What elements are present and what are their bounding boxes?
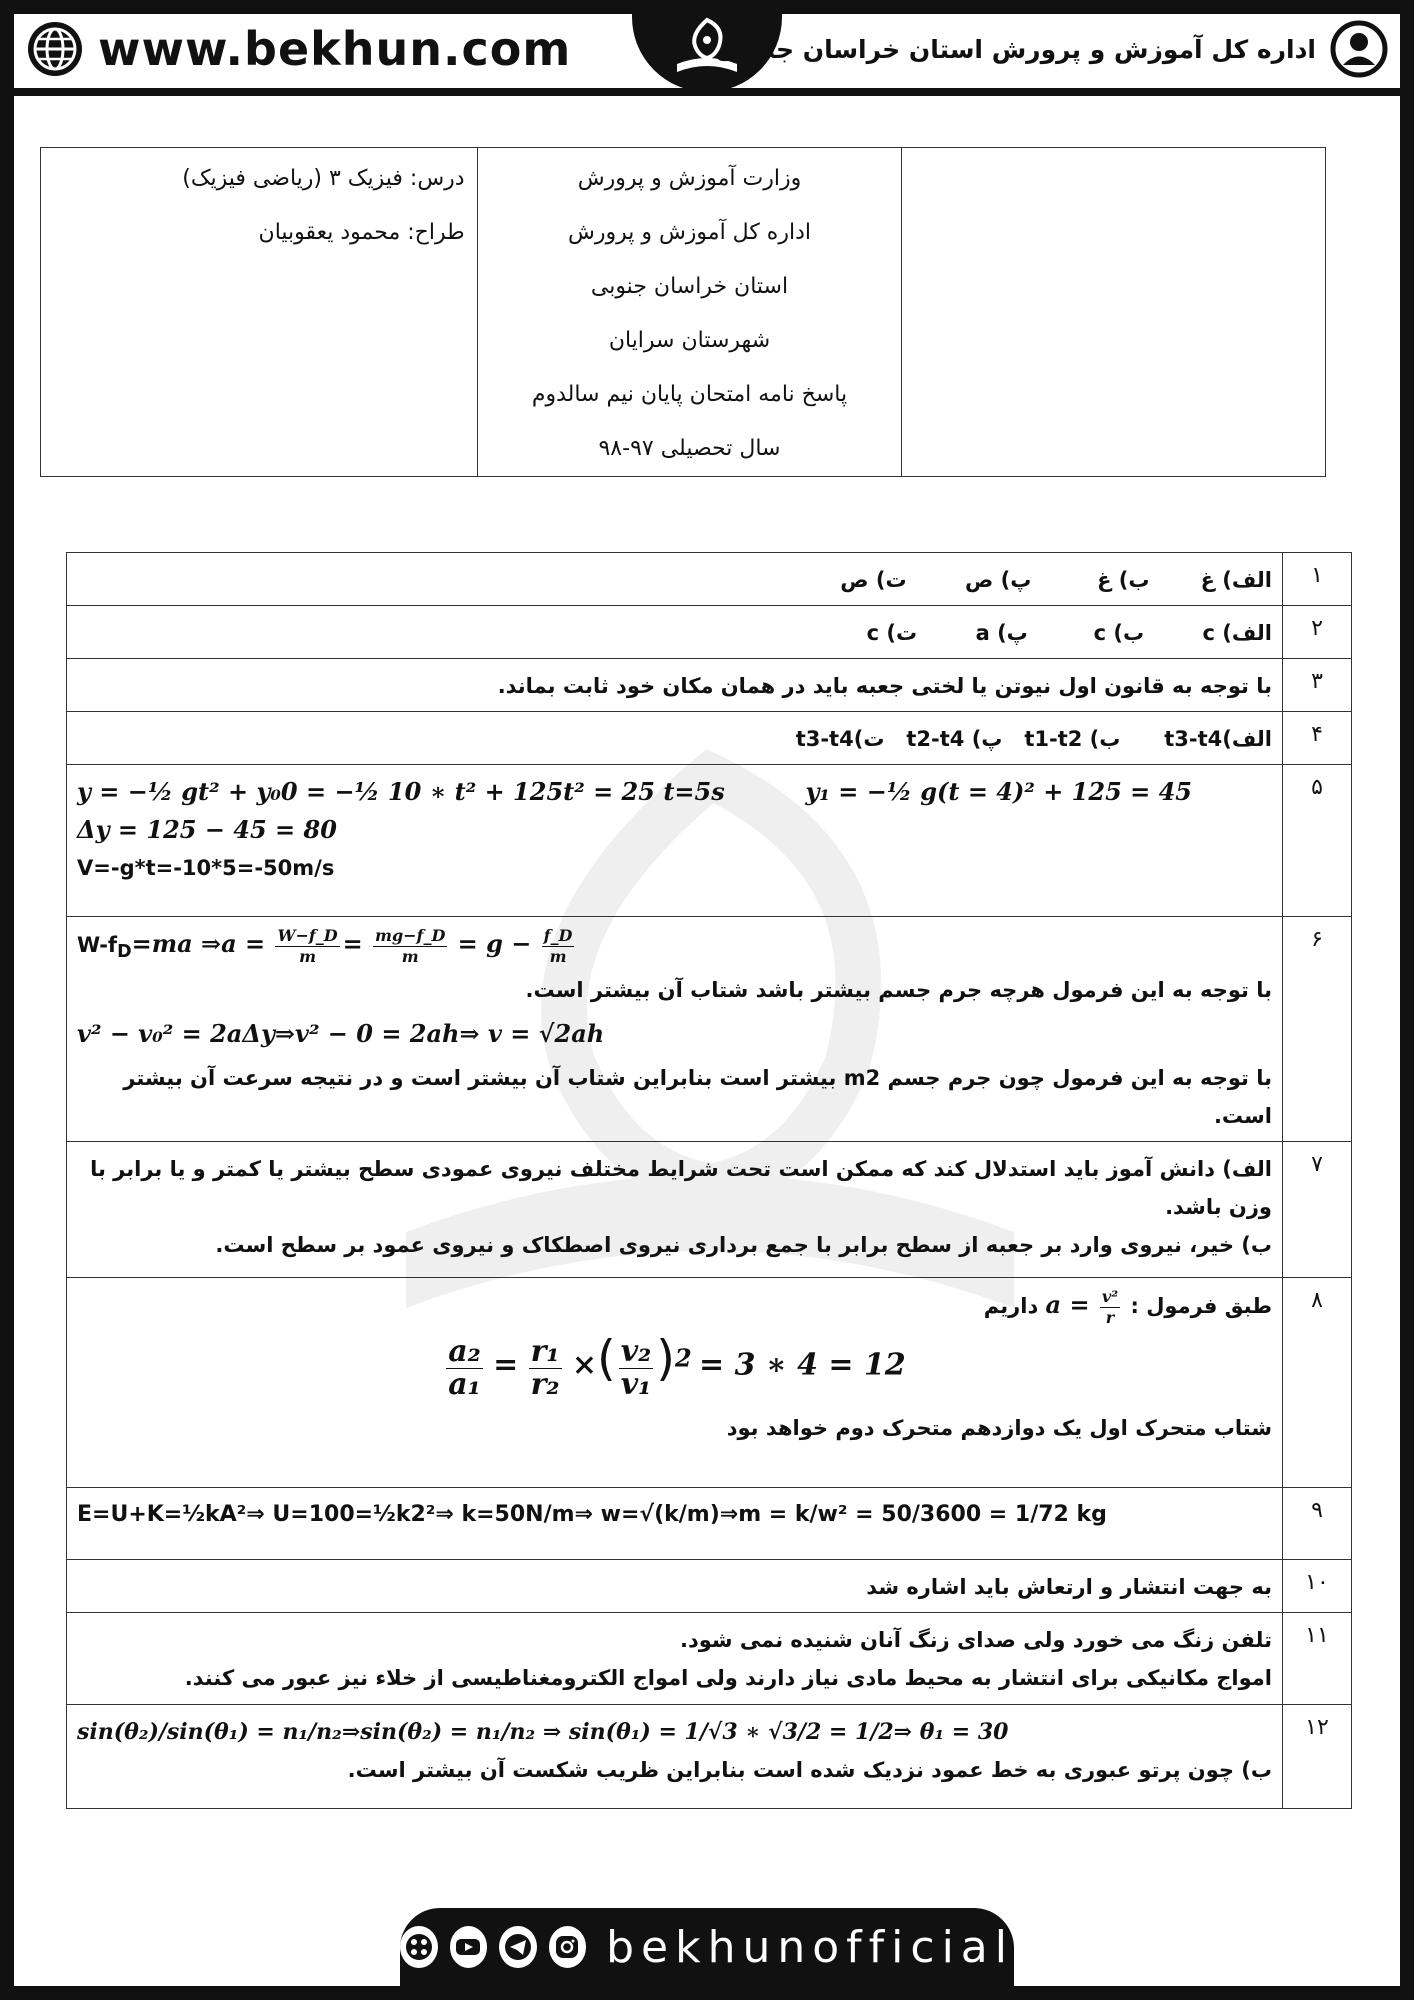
question-number: ۱۲ bbox=[1283, 1705, 1352, 1809]
question-number: ۱۱ bbox=[1283, 1613, 1352, 1705]
table-row bbox=[67, 765, 1352, 917]
table-row bbox=[67, 1488, 1352, 1560]
globe-icon bbox=[26, 20, 84, 78]
answer-5 bbox=[67, 765, 1283, 917]
explanation-text: با توجه به این فرمول چون جرم جسم m2 بیشتر است بنابراین شتاب آن بیشتر است و در نتیجه سرعت آن بیشتر است. bbox=[123, 1066, 1272, 1129]
answer-7 bbox=[67, 1142, 1283, 1278]
table-row bbox=[67, 1278, 1352, 1488]
table-row bbox=[67, 606, 1352, 659]
answer-10: به جهت انتشار و ارتعاش باید اشاره شد bbox=[67, 1560, 1283, 1613]
equation-line: y = −½ gt² + y₀0 = −½ 10 ∗ t² + 125t² = 25 t=5s bbox=[77, 777, 725, 806]
website-url[interactable]: www.bekhun.com bbox=[98, 22, 572, 76]
table-row bbox=[67, 1613, 1352, 1705]
table-row bbox=[67, 1560, 1352, 1613]
equation-line: sin(θ₂)/sin(θ₁) = n₁/n₂⇒sin(θ₂) = n₁/n₂ ⇒ sin(θ₁) = 1/√3 ∗ √3/2 = 1/2⇒ θ₁ = 30 bbox=[77, 1719, 1009, 1746]
website-block[interactable] bbox=[26, 18, 571, 80]
answer-4: الف)t3-t4 ب) t1-t2 پ) t2-t4 ت)t3-t4 bbox=[67, 712, 1283, 765]
table-row bbox=[67, 917, 1352, 1142]
header-blank-cell bbox=[902, 148, 1326, 477]
explanation-text: امواج مکانیکی برای انتشار به محیط مادی نیاز دارند ولی امواج الکترومغناطیسی از خلاء نیز عبور می کنند. bbox=[184, 1666, 1272, 1691]
instagram-icon[interactable] bbox=[549, 1926, 587, 1968]
user-icon bbox=[1330, 20, 1388, 78]
table-row bbox=[67, 659, 1352, 712]
table-row bbox=[67, 1142, 1352, 1278]
youtube-icon[interactable] bbox=[450, 1926, 488, 1968]
question-number: ۸ bbox=[1283, 1278, 1352, 1488]
ministry-line: وزارت آموزش و پرورش bbox=[577, 166, 802, 191]
answer-3: با توجه به قانون اول نیوتن یا لختی جعبه باید در همان مکان خود ثابت بماند. bbox=[67, 659, 1283, 712]
table-row bbox=[67, 553, 1352, 606]
question-number: ۹ bbox=[1283, 1488, 1352, 1560]
explanation-text: الف) دانش آموز باید استدلال کند که ممکن است تحت شرایط مختلف نیروی عمودی سطح بیشتر یا کمتر و یا برابر با وزن باشد. bbox=[90, 1157, 1272, 1220]
question-number: ۵ bbox=[1283, 765, 1352, 917]
city-line: شهرستان سرایان bbox=[608, 328, 771, 353]
equation-line: Δy = 125 − 45 = 80 bbox=[77, 815, 337, 844]
answer-11 bbox=[67, 1613, 1283, 1705]
explanation-text: شتاب متحرک اول یک دوازدهم متحرک دوم خواهد بود bbox=[726, 1415, 1272, 1440]
telegram-icon[interactable] bbox=[499, 1926, 537, 1968]
table-row bbox=[67, 1705, 1352, 1809]
answer-6 bbox=[67, 917, 1283, 1142]
question-number: ۲ bbox=[1283, 606, 1352, 659]
equation-line: $\frac{\text{a₂}}{\text{a₁}}$ = $\frac{\text{r₁}}{\text{r₂}}$ ×( $\frac{\text{v₂}}{\text{v₁}}$ )$^2$ = 3 ∗ 4 = 12 bbox=[448, 1330, 906, 1402]
general-office-line: اداره کل آموزش و پرورش bbox=[567, 220, 811, 245]
question-number: ۴ bbox=[1283, 712, 1352, 765]
academic-year-line: سال تحصیلی ۹۷-۹۸ bbox=[598, 436, 781, 461]
answer-9: E=U+K=½kA²⇒ U=100=½k2²⇒ k=50N/m⇒ w=√(k/m)⇒m = k/w² = 50/3600 = 1/72 kg bbox=[67, 1488, 1283, 1560]
explanation-text: با توجه به این فرمول هرچه جرم جسم بیشتر باشد شتاب آن بیشتر است. bbox=[525, 978, 1272, 1003]
social-footer[interactable] bbox=[400, 1908, 1014, 1986]
explanation-text: ب) خیر، نیروی وارد بر جعبه از سطح برابر با جمع برداری نیروی اصطکاک و نیروی عمود بر سطح است. bbox=[215, 1233, 1272, 1258]
equation-line: v² − v₀² = 2aΔy⇒v² − 0 = 2ah⇒ v = √2ah bbox=[77, 1019, 605, 1049]
header-institution-cell bbox=[477, 148, 902, 477]
question-number: ۱ bbox=[1283, 553, 1352, 606]
course-name: درس: فیزیک ۳ (ریاضی فیزیک) bbox=[182, 166, 465, 191]
question-number: ۶ bbox=[1283, 917, 1352, 1142]
answers-table bbox=[66, 552, 1352, 1809]
answer-2: الف) c ب) c پ) a ت) c bbox=[67, 606, 1283, 659]
answer-8 bbox=[67, 1278, 1283, 1488]
table-row bbox=[67, 712, 1352, 765]
equation-line: $W-f_D=ma$ ⇒a = $\frac{W-f\_D}{m}$ = $\frac{mg-f\_D}{m}$ = g − $\frac{f\_D}{m}$ bbox=[77, 925, 573, 966]
question-number: ۷ bbox=[1283, 1142, 1352, 1278]
aparat-icon[interactable] bbox=[400, 1926, 438, 1968]
explanation-text: تلفن زنگ می خورد ولی صدای زنگ آنان شنیده نمی شود. bbox=[680, 1628, 1272, 1653]
answer-1: الف) غ ب) غ پ) ص ت) ص bbox=[67, 553, 1283, 606]
question-number: ۱۰ bbox=[1283, 1560, 1352, 1613]
exam-header-table bbox=[40, 147, 1326, 477]
explanation-text: ب) چون پرتو عبوری به خط عمود نزدیک شده است بنابراین ظریب شکست آن بیشتر است. bbox=[347, 1758, 1272, 1783]
equation-line: V=-g*t=-10*5=-50m/s bbox=[77, 856, 335, 880]
formula-intro: طبق فرمول : a = $\frac{\text{v²}}{r}$ داریم bbox=[983, 1286, 1272, 1327]
designer-name: طراح: محمود یعقوبیان bbox=[258, 220, 465, 245]
org-block bbox=[715, 18, 1388, 80]
question-number: ۳ bbox=[1283, 659, 1352, 712]
answer-12 bbox=[67, 1705, 1283, 1809]
equation-line: y₁ = −½ g(t = 4)² + 125 = 45 bbox=[805, 777, 1192, 806]
social-handle[interactable]: bekhunofficial bbox=[606, 1921, 1014, 1973]
org-title: اداره کل آموزش و پرورش استان خراسان جنوبی bbox=[715, 34, 1316, 64]
province-line: استان خراسان جنوبی bbox=[590, 274, 789, 299]
header-course-cell bbox=[41, 148, 478, 477]
answer-sheet-line: پاسخ نامه امتحان پایان نیم سالدوم bbox=[531, 382, 848, 407]
